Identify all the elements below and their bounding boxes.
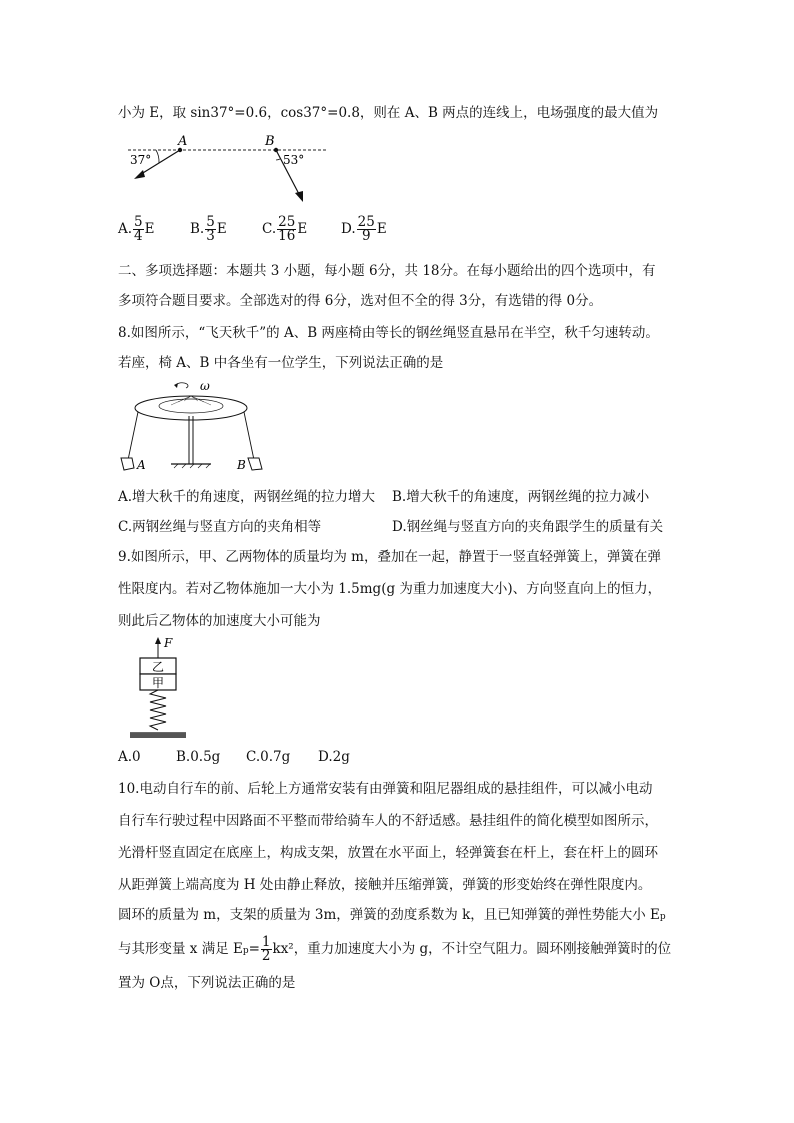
ground-hatch <box>130 733 186 738</box>
q8-line2: 若座，椅 A、B 中各坐有一位学生，下列说法正确的是 <box>118 355 444 371</box>
label-b: B <box>265 134 275 149</box>
label-a: A <box>178 134 188 149</box>
q9-option-d[interactable]: D.2g <box>318 749 350 765</box>
section2-line1: 二、多项选择题：本题共 3 小题，每小题 6分，共 18分。在每小题给出的四个选项中，有 <box>118 263 656 279</box>
q10-line3: 光滑杆竖直固定在底座上，构成支架，放置在水平面上，轻弹簧套在杆上，套在杆上的圆环 <box>118 845 658 861</box>
q7-option-a[interactable]: A. $\frac{5}{4}$ E <box>118 213 155 244</box>
force-arrow-head <box>155 637 161 644</box>
q7-field-figure <box>128 132 338 210</box>
q7-option-d[interactable]: D. $\frac{25}{9}$ E <box>341 213 387 244</box>
q10-line1: 10.电动自行车的前、后轮上方通常安装有由弹簧和阻尼器组成的悬挂组件，可以减小电动 <box>118 781 653 797</box>
q9-line3: 则此后乙物体的加速度大小可能为 <box>118 613 321 629</box>
fraction: $\frac{1}{2}$ <box>261 934 271 964</box>
q8-line1: 8.如图所示，“飞天秋千”的 A、B 两座椅由等长的钢丝绳竖直悬吊在半空，秋千匀速转动。 <box>118 325 659 341</box>
spring <box>150 690 166 730</box>
q9-option-a[interactable]: A.0 <box>118 749 141 765</box>
arrow-head-a <box>134 170 145 179</box>
cable-a <box>128 412 138 460</box>
angle-arc-b <box>276 159 280 160</box>
q8-option-b[interactable]: B.增大秋千的角速度，两钢丝绳的拉力减小 <box>392 489 650 505</box>
label-b: B <box>237 458 246 472</box>
q8-swing-figure <box>116 378 266 474</box>
fraction: $\frac{25}{9}$ <box>357 213 375 244</box>
fraction: $\frac{25}{16}$ <box>278 213 296 244</box>
q10-line4: 从距弹簧上端高度为 H 处由静止释放，接触并压缩弹簧，弹簧的形变始终在弹性限度内。 <box>118 877 652 893</box>
omega-label: ω <box>200 379 210 393</box>
q10-line2: 自行车行驶过程中因路面不平整而带给骑车人的不舒适感。悬挂组件的简化模型如图所示， <box>118 813 658 829</box>
block-yi-label: 乙 <box>151 660 165 674</box>
angle-label-a: 37° <box>130 153 152 167</box>
q9-line1: 9.如图所示，甲、乙两物体的质量均为 m，叠加在一起，静置于一竖直轻弹簧上，弹簧在弹 <box>118 549 661 565</box>
q10-line6: 与其形变量 x 满足 Ep= $\frac{1}{2}$ kx²，重力加速度大小为 g，不计空气阻力。圆环刚接触弹簧时的位 <box>118 934 672 964</box>
q7-option-c[interactable]: C. $\frac{25}{16}$ E <box>262 213 308 244</box>
label-a: A <box>137 458 146 472</box>
swing-disk <box>135 396 247 420</box>
fraction: $\frac{5}{3}$ <box>206 213 215 244</box>
fraction: $\frac{5}{4}$ <box>134 213 143 244</box>
angle-label-b: 53° <box>283 153 305 167</box>
section2-line2: 多项符合题目要求。全部选对的得 6分，选对但不全的得 3分，有选错的得 0分。 <box>118 293 603 309</box>
q10-line7: 置为 O点，下列说法正确的是 <box>118 975 296 991</box>
q7-option-b[interactable]: B. $\frac{5}{3}$ E <box>190 213 227 244</box>
q7-intro: 小为 E，取 sin37°=0.6，cos37°=0.8，则在 A、B 两点的连线上，电场强度的最大值为 <box>118 105 659 121</box>
q8-option-a[interactable]: A.增大秋千的角速度，两钢丝绳的拉力增大 <box>118 489 376 505</box>
arrow-head-b <box>295 191 303 202</box>
cable-b <box>244 412 254 460</box>
q8-option-d[interactable]: D.钢丝绳与竖直方向的夹角跟学生的质量有关 <box>392 519 664 535</box>
seat-b <box>248 458 262 470</box>
angle-arc-a <box>156 150 159 163</box>
q10-line5: 圆环的质量为 m，支架的质量为 3m，弹簧的劲度系数为 k，且已知弹簧的弹性势能大小 Ep <box>118 907 666 923</box>
q9-option-b[interactable]: B.0.5g <box>176 749 221 765</box>
q9-option-c[interactable]: C.0.7g <box>246 749 291 765</box>
q9-line2: 性限度内。若对乙物体施加一大小为 1.5mg(g 为重力加速度大小)、方向竖直向上的恒力， <box>118 581 662 597</box>
force-label: F <box>164 636 173 650</box>
block-jia-label: 甲 <box>151 676 165 690</box>
seat-a <box>121 458 134 470</box>
q8-option-c[interactable]: C.两钢丝绳与竖直方向的夹角相等 <box>118 519 322 535</box>
q9-spring-figure <box>122 636 192 744</box>
